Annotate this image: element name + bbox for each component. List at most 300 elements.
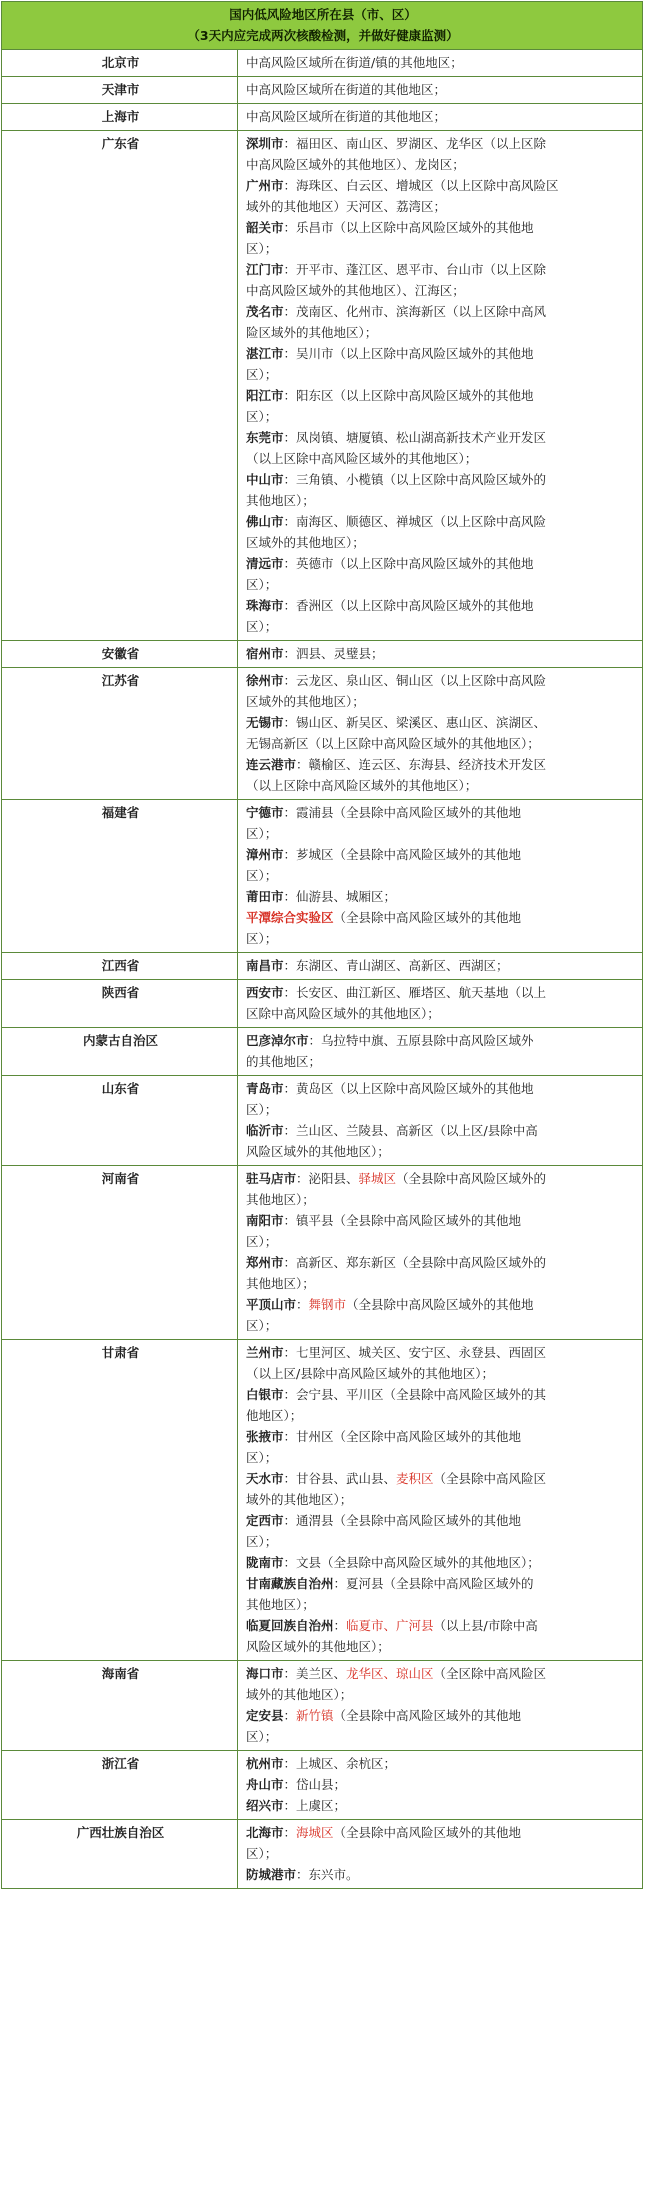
- area-cell: [238, 1166, 643, 1340]
- area-entry: [246, 52, 636, 73]
- district-text: 险区域外的其他地区）；: [246, 325, 378, 340]
- entry-line: [246, 1489, 636, 1510]
- entry-line: [246, 343, 636, 364]
- area-entry: [246, 712, 636, 754]
- district-text: ：镇平县（全县除中高风险区域外的其他地: [283, 1213, 522, 1228]
- district-text: 区）；: [246, 241, 278, 256]
- district-text: （以上区除中高风险区域外的其他地区）；: [246, 451, 478, 466]
- entry-line: [246, 1843, 636, 1864]
- area-entry: [246, 1120, 636, 1162]
- entry-line: [246, 1099, 636, 1120]
- district-text: ：霞浦县（全县除中高风险区域外的其他地: [283, 805, 522, 820]
- highlighted-district: 舞钢市: [308, 1297, 347, 1312]
- district-text: 区）；: [246, 1234, 278, 1249]
- table-row: [2, 800, 643, 953]
- district-text: 域外的其他地区）；: [246, 1492, 353, 1507]
- district-text: 区域外的其他地区）；: [246, 694, 365, 709]
- city-name: 南阳市: [246, 1213, 284, 1228]
- entry-line: [246, 1315, 636, 1336]
- province-name: 广东省: [2, 131, 238, 641]
- entry-line: [246, 595, 636, 616]
- district-text: 中高风险区域所在街道的其他地区；: [246, 82, 447, 97]
- area-entry: [246, 1822, 636, 1864]
- district-text: ：通渭县（全县除中高风险区域外的其他地: [283, 1513, 522, 1528]
- province-name: 福建省: [2, 800, 238, 953]
- area-entry: [246, 217, 636, 259]
- entry-line: [246, 907, 636, 928]
- city-name: 宿州市: [246, 646, 284, 661]
- area-entry: [246, 982, 636, 1024]
- area-entry: [246, 1753, 636, 1774]
- table-row: [2, 50, 643, 77]
- entry-line: [246, 448, 636, 469]
- city-name: 广州市: [246, 178, 284, 193]
- district-text: ：福田区、南山区、罗湖区、龙华区（以上区除: [283, 136, 547, 151]
- city-name: 茂名市: [246, 304, 284, 319]
- entry-line: [246, 886, 636, 907]
- city-name: 韶关市: [246, 220, 284, 235]
- province-name: 安徽省: [2, 641, 238, 668]
- district-text: 其他地区）；: [246, 1597, 315, 1612]
- district-text: 中高风险区域外的其他地区）、江海区；: [246, 283, 465, 298]
- district-text: 他地区）；: [246, 1408, 303, 1423]
- entry-line: [246, 1003, 636, 1024]
- table-row: [2, 641, 643, 668]
- city-name: 杭州市: [246, 1756, 284, 1771]
- entry-line: [246, 79, 636, 100]
- district-text: ：: [283, 1825, 297, 1840]
- entry-line: [246, 427, 636, 448]
- area-entry: [246, 1294, 636, 1336]
- city-name: 珠海市: [246, 598, 284, 613]
- table-row: [2, 1166, 643, 1340]
- table-row: [2, 1661, 643, 1751]
- table-row: [2, 77, 643, 104]
- entry-line: [246, 1795, 636, 1816]
- area-entry: [246, 133, 636, 175]
- city-name: 西安市: [246, 985, 284, 1000]
- district-text: 无锡高新区（以上区除中高风险区域外的其他地区）；: [246, 736, 540, 751]
- district-text: 的其他地区；: [246, 1054, 322, 1069]
- district-text: 区）；: [246, 409, 278, 424]
- district-text: 域外的其他地区）天河区、荔湾区；: [246, 199, 447, 214]
- area-entry: [246, 1384, 636, 1426]
- entry-line: [246, 1822, 636, 1843]
- highlighted-district: 新竹镇: [296, 1708, 334, 1723]
- city-name: 南昌市: [246, 958, 284, 973]
- area-entry: [246, 553, 636, 595]
- district-text: ：泗县、灵璧县；: [283, 646, 384, 661]
- district-text: （全县除中高风险区: [433, 1471, 547, 1486]
- district-text: ：英德市（以上区除中高风险区域外的其他地: [283, 556, 534, 571]
- area-cell: [238, 77, 643, 104]
- entry-line: [246, 1663, 636, 1684]
- district-text: ：赣榆区、连云区、东海县、经济技术开发区: [296, 757, 547, 772]
- header-row: [2, 2, 643, 50]
- province-name: 天津市: [2, 77, 238, 104]
- highlighted-district: 麦积区: [396, 1471, 434, 1486]
- district-text: 中高风险区域外的其他地区）、龙岗区；: [246, 157, 465, 172]
- district-text: ：香洲区（以上区除中高风险区域外的其他地: [283, 598, 534, 613]
- province-name: 陕西省: [2, 980, 238, 1028]
- district-text: 其他地区）；: [246, 493, 315, 508]
- entry-line: [246, 1636, 636, 1657]
- province-name: 江西省: [2, 953, 238, 980]
- area-entry: [246, 595, 636, 637]
- district-text: ：: [296, 1297, 309, 1312]
- area-cell: [238, 641, 643, 668]
- entry-line: [246, 1726, 636, 1747]
- district-text: 风险区域外的其他地区）；: [246, 1639, 390, 1654]
- entry-line: [246, 1231, 636, 1252]
- province-name: 浙江省: [2, 1751, 238, 1820]
- entry-line: [246, 238, 636, 259]
- entry-line: [246, 1120, 636, 1141]
- district-text: ：阳东区（以上区除中高风险区域外的其他地: [283, 388, 534, 403]
- district-text: ：: [283, 1708, 297, 1723]
- district-text: ：海珠区、白云区、增城区（以上区除中高风险区: [283, 178, 559, 193]
- city-name: 临夏回族自治州: [246, 1618, 334, 1633]
- entry-line: [246, 106, 636, 127]
- city-name: 郑州市: [246, 1255, 284, 1270]
- area-entry: [246, 301, 636, 343]
- city-name: 绍兴市: [246, 1798, 284, 1813]
- entry-line: [246, 616, 636, 637]
- entry-line: [246, 733, 636, 754]
- entry-line: [246, 823, 636, 844]
- entry-line: [246, 1510, 636, 1531]
- district-text: 其他地区）；: [246, 1276, 315, 1291]
- highlighted-district: 临夏市、广河县: [346, 1618, 434, 1633]
- entry-line: [246, 1168, 636, 1189]
- entry-line: [246, 1189, 636, 1210]
- district-text: （以上县/市除中高: [433, 1618, 538, 1633]
- table-row: [2, 668, 643, 800]
- highlighted-district: 龙华区、琼山区: [346, 1666, 434, 1681]
- district-text: ：上城区、余杭区；: [283, 1756, 397, 1771]
- district-text: 区）；: [246, 367, 278, 382]
- district-text: ：锡山区、新吴区、梁溪区、惠山区、滨湖区、: [283, 715, 547, 730]
- entry-line: [246, 1753, 636, 1774]
- area-cell: [238, 1751, 643, 1820]
- table-body: [2, 2, 643, 1889]
- district-text: 区）；: [246, 1534, 278, 1549]
- area-entry: [246, 1168, 636, 1210]
- district-text: 区）；: [246, 1318, 278, 1333]
- entry-line: [246, 1030, 636, 1051]
- area-entry: [246, 175, 636, 217]
- district-text: ：甘州区（全区除中高风险区域外的其他地: [283, 1429, 522, 1444]
- area-cell: [238, 980, 643, 1028]
- district-text: ：黄岛区（以上区除中高风险区域外的其他地: [283, 1081, 534, 1096]
- city-name: 平潭综合实验区: [246, 910, 334, 925]
- province-name: 河南省: [2, 1166, 238, 1340]
- entry-line: [246, 364, 636, 385]
- area-cell: [238, 1028, 643, 1076]
- area-cell: [238, 1340, 643, 1661]
- district-text: ：甘谷县、武山县、: [283, 1471, 397, 1486]
- area-entry: [246, 1864, 636, 1885]
- district-text: ：南海区、顺德区、禅城区（以上区除中高风险: [283, 514, 547, 529]
- district-text: ：: [333, 1618, 347, 1633]
- entry-line: [246, 154, 636, 175]
- area-cell: [238, 800, 643, 953]
- table-row: [2, 1076, 643, 1166]
- district-text: ：茂南区、化州市、滨海新区（以上区除中高风: [283, 304, 547, 319]
- entry-line: [246, 406, 636, 427]
- area-entry: [246, 670, 636, 712]
- entry-line: [246, 691, 636, 712]
- city-name: 甘南藏族自治州: [246, 1576, 334, 1591]
- area-cell: [238, 1076, 643, 1166]
- district-text: 区）；: [246, 931, 278, 946]
- area-entry: [246, 79, 636, 100]
- district-text: ：夏河县（全县除中高风险区域外的: [333, 1576, 534, 1591]
- district-text: ：会宁县、平川区（全县除中高风险区域外的其: [283, 1387, 547, 1402]
- district-text: 区）；: [246, 1729, 278, 1744]
- entry-line: [246, 322, 636, 343]
- entry-line: [246, 955, 636, 976]
- entry-line: [246, 1273, 636, 1294]
- city-name: 莆田市: [246, 889, 284, 904]
- entry-line: [246, 1684, 636, 1705]
- city-name: 深圳市: [246, 136, 284, 151]
- district-text: ：东湖区、青山湖区、高新区、西湖区；: [283, 958, 509, 973]
- city-name: 防城港市: [246, 1867, 297, 1882]
- entry-line: [246, 1342, 636, 1363]
- entry-line: [246, 52, 636, 73]
- entry-line: [246, 511, 636, 532]
- entry-line: [246, 574, 636, 595]
- city-name: 清远市: [246, 556, 284, 571]
- district-text: 其他地区）；: [246, 1192, 315, 1207]
- entry-line: [246, 1468, 636, 1489]
- district-text: （以上区除中高风险区域外的其他地区）；: [246, 778, 478, 793]
- district-text: ：乐昌市（以上区除中高风险区域外的其他地: [283, 220, 534, 235]
- district-text: ：泌阳县、: [296, 1171, 359, 1186]
- area-cell: [238, 668, 643, 800]
- province-name: 广西壮族自治区: [2, 1820, 238, 1889]
- province-name: 江苏省: [2, 668, 238, 800]
- city-name: 临沂市: [246, 1123, 284, 1138]
- district-text: ：文县（全县除中高风险区域外的其他地区）；: [283, 1555, 540, 1570]
- city-name: 湛江市: [246, 346, 284, 361]
- area-entry: [246, 907, 636, 949]
- risk-area-table: [1, 1, 643, 1889]
- area-entry: [246, 1774, 636, 1795]
- city-name: 佛山市: [246, 514, 284, 529]
- district-text: ：兰山区、兰陵县、高新区（以上区/县除中高: [283, 1123, 538, 1138]
- district-text: ：美兰区、: [283, 1666, 347, 1681]
- area-entry: [246, 802, 636, 844]
- area-entry: [246, 1615, 636, 1657]
- table-row: [2, 1340, 643, 1661]
- entry-line: [246, 1405, 636, 1426]
- entry-line: [246, 775, 636, 796]
- entry-line: [246, 532, 636, 553]
- area-cell: [238, 953, 643, 980]
- district-text: ：七里河区、城关区、安宁区、永登县、西固区: [283, 1345, 547, 1360]
- city-name: 无锡市: [246, 715, 284, 730]
- table-title-cell: [2, 2, 643, 50]
- entry-line: [246, 1447, 636, 1468]
- table-row: [2, 980, 643, 1028]
- entry-line: [246, 1531, 636, 1552]
- entry-line: [246, 133, 636, 154]
- entry-line: [246, 1573, 636, 1594]
- area-entry: [246, 643, 636, 664]
- entry-line: [246, 1594, 636, 1615]
- entry-line: [246, 844, 636, 865]
- entry-line: [246, 553, 636, 574]
- district-text: （全县除中高风险区域外的其他地: [333, 1825, 522, 1840]
- area-cell: [238, 50, 643, 77]
- city-name: 陇南市: [246, 1555, 284, 1570]
- district-text: （全县除中高风险区域外的其他地: [346, 1297, 534, 1312]
- area-cell: [238, 1820, 643, 1889]
- area-entry: [246, 844, 636, 886]
- entry-line: [246, 1426, 636, 1447]
- entry-line: [246, 865, 636, 886]
- table-row: [2, 1751, 643, 1820]
- city-name: 定安县: [246, 1708, 284, 1723]
- entry-line: [246, 1078, 636, 1099]
- city-name: 连云港市: [246, 757, 297, 772]
- entry-line: [246, 1384, 636, 1405]
- highlighted-district: 驿城区: [358, 1171, 397, 1186]
- area-entry: [246, 886, 636, 907]
- entry-line: [246, 490, 636, 511]
- table-row: [2, 104, 643, 131]
- entry-line: [246, 802, 636, 823]
- district-text: ：吴川市（以上区除中高风险区域外的其他地: [283, 346, 534, 361]
- province-name: 甘肃省: [2, 1340, 238, 1661]
- district-text: 区）；: [246, 1450, 278, 1465]
- area-entry: [246, 1573, 636, 1615]
- entry-line: [246, 217, 636, 238]
- city-name: 江门市: [246, 262, 284, 277]
- city-name: 青岛市: [246, 1081, 284, 1096]
- city-name: 中山市: [246, 472, 284, 487]
- district-text: （以上区/县除中高风险区域外的其他地区）；: [246, 1366, 494, 1381]
- area-entry: [246, 1705, 636, 1747]
- area-entry: [246, 1552, 636, 1573]
- area-entry: [246, 955, 636, 976]
- area-entry: [246, 469, 636, 511]
- area-cell: [238, 1661, 643, 1751]
- entry-line: [246, 1705, 636, 1726]
- district-text: 区域外的其他地区）；: [246, 535, 365, 550]
- table-row: [2, 953, 643, 980]
- city-name: 舟山市: [246, 1777, 284, 1792]
- entry-line: [246, 385, 636, 406]
- district-text: 风险区域外的其他地区）；: [246, 1144, 390, 1159]
- district-text: ：芗城区（全县除中高风险区域外的其他地: [283, 847, 522, 862]
- city-name: 阳江市: [246, 388, 284, 403]
- city-name: 北海市: [246, 1825, 284, 1840]
- district-text: ：高新区、郑东新区（全县除中高风险区域外的: [283, 1255, 547, 1270]
- entry-line: [246, 1252, 636, 1273]
- entry-line: [246, 1363, 636, 1384]
- area-entry: [246, 1252, 636, 1294]
- entry-line: [246, 196, 636, 217]
- entry-line: [246, 1210, 636, 1231]
- district-text: 中高风险区域所在街道/镇的其他地区；: [246, 55, 463, 70]
- area-entry: [246, 106, 636, 127]
- entry-line: [246, 754, 636, 775]
- district-text: ：岱山县；: [283, 1777, 347, 1792]
- area-entry: [246, 343, 636, 385]
- entry-line: [246, 280, 636, 301]
- entry-line: [246, 301, 636, 322]
- district-text: ：乌拉特中旗、五原县除中高风险区域外: [308, 1033, 534, 1048]
- area-entry: [246, 1663, 636, 1705]
- entry-line: [246, 1774, 636, 1795]
- province-name: 北京市: [2, 50, 238, 77]
- district-text: 区）；: [246, 1102, 278, 1117]
- entry-line: [246, 1615, 636, 1636]
- entry-line: [246, 1864, 636, 1885]
- city-name: 驻马店市: [246, 1171, 297, 1186]
- district-text: ：凤岗镇、塘厦镇、松山湖高新技术产业开发区: [283, 430, 547, 445]
- district-text: 区）；: [246, 1846, 278, 1861]
- city-name: 白银市: [246, 1387, 284, 1402]
- district-text: ：仙游县、城厢区；: [283, 889, 397, 904]
- city-name: 兰州市: [246, 1345, 284, 1360]
- district-text: ：开平市、蓬江区、恩平市、台山市（以上区除: [283, 262, 547, 277]
- district-text: ：长安区、曲江新区、雁塔区、航天基地（以上: [283, 985, 547, 1000]
- district-text: ：三角镇、小榄镇（以上区除中高风险区域外的: [283, 472, 547, 487]
- district-text: （全区除中高风险区: [433, 1666, 547, 1681]
- area-entry: [246, 1426, 636, 1468]
- city-name: 漳州市: [246, 847, 284, 862]
- city-name: 海口市: [246, 1666, 284, 1681]
- area-entry: [246, 1342, 636, 1384]
- entry-line: [246, 670, 636, 691]
- area-cell: [238, 104, 643, 131]
- area-entry: [246, 1210, 636, 1252]
- area-cell: [238, 131, 643, 641]
- entry-line: [246, 259, 636, 280]
- district-text: 域外的其他地区）；: [246, 1687, 353, 1702]
- table-title: 国内低风险地区所在县（市、区）: [229, 7, 417, 22]
- city-name: 定西市: [246, 1513, 284, 1528]
- entry-line: [246, 1141, 636, 1162]
- table-row: [2, 131, 643, 641]
- area-entry: [246, 754, 636, 796]
- city-name: 徐州市: [246, 673, 284, 688]
- entry-line: [246, 982, 636, 1003]
- entry-line: [246, 1051, 636, 1072]
- district-text: 区）；: [246, 619, 278, 634]
- area-entry: [246, 1795, 636, 1816]
- city-name: 平顶山市: [246, 1297, 297, 1312]
- area-entry: [246, 1030, 636, 1072]
- entry-line: [246, 1552, 636, 1573]
- city-name: 巴彦淖尔市: [246, 1033, 309, 1048]
- area-entry: [246, 511, 636, 553]
- entry-line: [246, 643, 636, 664]
- province-name: 内蒙古自治区: [2, 1028, 238, 1076]
- province-name: 海南省: [2, 1661, 238, 1751]
- area-entry: [246, 1078, 636, 1120]
- city-name: 张掖市: [246, 1429, 284, 1444]
- district-text: （全县除中高风险区域外的: [396, 1171, 547, 1186]
- area-entry: [246, 427, 636, 469]
- district-text: （全县除中高风险区域外的其他地: [333, 1708, 522, 1723]
- city-name: 宁德市: [246, 805, 284, 820]
- district-text: 中高风险区域所在街道的其他地区；: [246, 109, 447, 124]
